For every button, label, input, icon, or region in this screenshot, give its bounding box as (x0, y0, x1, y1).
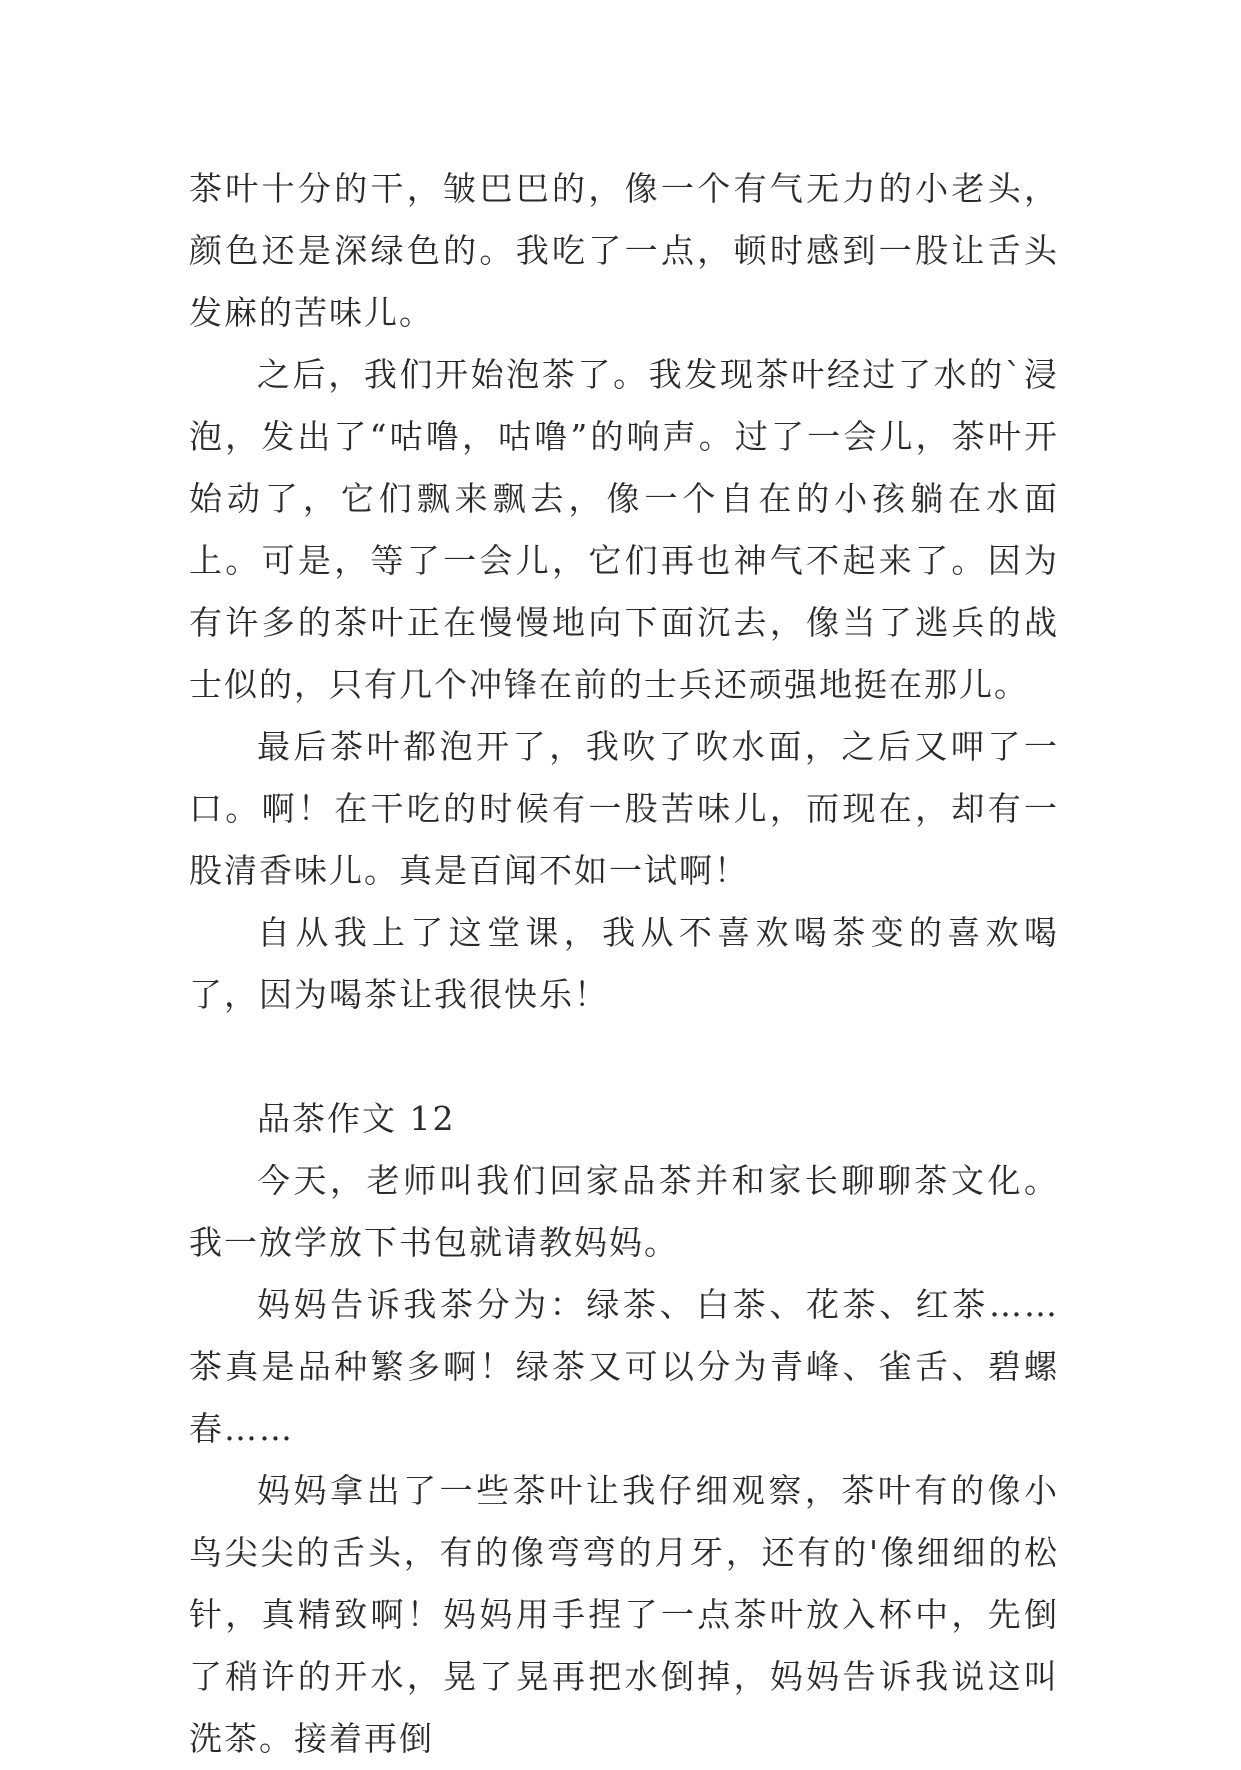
paragraph: 今天，老师叫我们回家品茶并和家长聊聊茶文化。我一放学放下书包就请教妈妈。 (189, 1161, 1059, 1262)
section-title: 品茶作文 12 (257, 1099, 456, 1138)
paragraph: 自从我上了这堂课，我从不喜欢喝茶变的喜欢喝了，因为喝茶让我很快乐！ (189, 913, 1059, 1014)
paragraph: 茶叶十分的干，皱巴巴的，像一个有气无力的小老头，颜色还是深绿色的。我吃了一点，顿时感到一股让舌头发麻的苦味儿。 (189, 169, 1059, 332)
paragraph: 最后茶叶都泡开了，我吹了吹水面，之后又呷了一口。啊！在干吃的时候有一股苦味儿，而现在，却有一股清香味儿。真是百闻不如一试啊！ (189, 727, 1059, 890)
section-spacer (189, 1026, 1059, 1088)
document-body (189, 158, 1059, 1770)
paragraph: 之后，我们开始泡茶了。我发现茶叶经过了水的`浸泡，发出了“咕噜，咕噜”的响声。过了一会儿，茶叶开始动了，它们飘来飘去，像一个自在的小孩躺在水面上。可是，等了一会儿，它们再也神气不起来了。因为有许多的茶叶正在慢慢地向下面沉去，像当了逃兵的战士似的，只有几个冲锋在前的士兵还顽强地挺在那儿。 (189, 355, 1059, 704)
paragraph: 妈妈告诉我茶分为：绿茶、白茶、花茶、红茶……茶真是品种繁多啊！绿茶又可以分为青峰、雀舌、碧螺春…… (189, 1285, 1059, 1448)
paragraph: 妈妈拿出了一些茶叶让我仔细观察，茶叶有的像小鸟尖尖的舌头，有的像弯弯的月牙，还有的'像细细的松针，真精致啊！妈妈用手捏了一点茶叶放入杯中，先倒了稍许的开水，晃了晃再把水倒掉，妈妈告诉我说这叫洗茶。接着再倒 (189, 1471, 1059, 1758)
